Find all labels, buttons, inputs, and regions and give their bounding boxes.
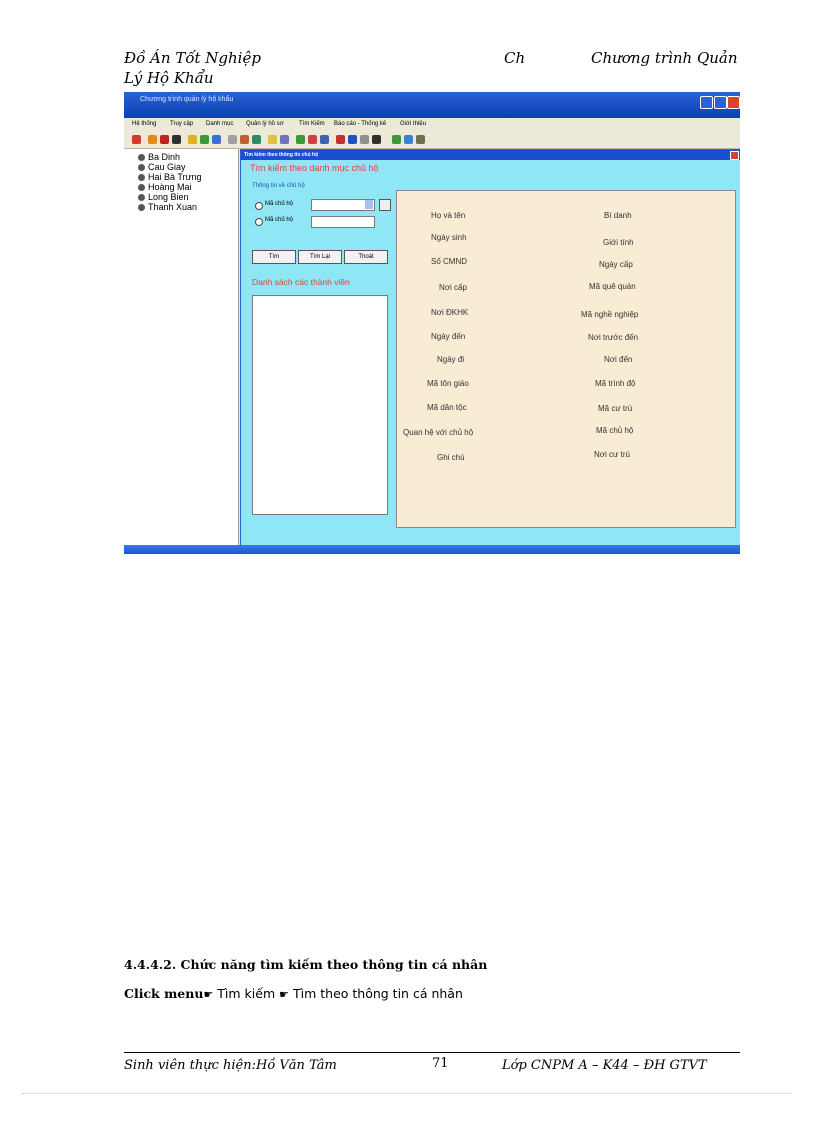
maximize-icon (714, 96, 727, 109)
header-left-line2: Lý Hộ Khẩu (124, 69, 214, 87)
toolbar-icon (320, 135, 329, 144)
menu-item: Truy cập (170, 121, 194, 127)
dropdown-arrow-icon (365, 200, 373, 209)
toolbar-icon (148, 135, 157, 144)
field-label: Mã quê quán (589, 282, 636, 291)
instruction-line (124, 986, 463, 1001)
toolbar-icon (296, 135, 305, 144)
field-label: Quan hệ với chủ hộ (403, 428, 474, 437)
reset-button: Tìm Lại (298, 250, 342, 264)
field-label: Nơi ĐKHK (431, 308, 469, 317)
page-number: 71 (432, 1056, 449, 1071)
field-label: Nơi đến (604, 355, 633, 364)
toolbar-icon (212, 135, 221, 144)
district-tree (124, 149, 239, 545)
toolbar-icon (252, 135, 261, 144)
minimize-icon (700, 96, 713, 109)
toolbar-icon (404, 135, 413, 144)
menu-item: Tìm Kiếm (299, 121, 325, 127)
menu-item: Giới thiệu (400, 121, 426, 127)
dialog-title: Tìm kiếm theo thông tin chủ hộ (244, 152, 319, 158)
field-label: Mã cư trú (598, 404, 633, 413)
step-search: Tìm kiếm (217, 986, 276, 1001)
pointing-hand-icon: ☛ (203, 988, 214, 1001)
pointing-hand-icon: ☛ (279, 988, 289, 1001)
tree-item-label: Cau Giay (148, 162, 186, 172)
taskbar (124, 545, 740, 554)
window-titlebar (124, 92, 740, 118)
node-icon (138, 154, 145, 161)
tree-item (138, 182, 192, 192)
menu-item: Hệ thống (132, 121, 157, 127)
tree-item-label: Long Bien (148, 192, 189, 202)
field-label: Mã nghề nghiệp (581, 310, 639, 319)
toolbar-icon (172, 135, 181, 144)
field-label: Mã tôn giáo (427, 379, 469, 388)
toolbar-icon (228, 135, 237, 144)
field-label: Nơi trước đến (588, 333, 639, 342)
find-button: Tìm (252, 250, 296, 264)
step-search-personal: Tìm theo thông tin cá nhân (292, 986, 463, 1001)
lookup-icon (379, 199, 391, 211)
field-label: Ghi chú (437, 453, 465, 462)
field-label: Ngày đến (431, 332, 466, 341)
members-list (252, 295, 388, 515)
tree-item (138, 202, 197, 212)
field-label: Số CMND (431, 257, 468, 266)
toolbar-icon (360, 135, 369, 144)
dialog-titlebar (241, 150, 740, 160)
toolbar-icon (308, 135, 317, 144)
footer-left: Sinh viên thực hiện:Hồ Văn Tâm (124, 1058, 337, 1073)
node-icon (138, 204, 145, 211)
click-menu-label: Click menu (124, 986, 204, 1001)
toolbar-icon (372, 135, 381, 144)
node-icon (138, 164, 145, 171)
field-label: Họ và tên (431, 211, 466, 220)
tree-item-label: Hai Bà Trưng (148, 172, 202, 182)
toolbar-icon (188, 135, 197, 144)
field-label: Mã trình độ (595, 379, 636, 388)
toolbar-icon (200, 135, 209, 144)
header-left-line1: Đồ Án Tốt Nghiệp (124, 49, 261, 67)
toolbar-icon (160, 135, 169, 144)
field-label: Nơi cư trú (594, 450, 630, 459)
menu-item: Quản lý hồ sơ (246, 121, 284, 127)
window-title: Chương trình quản lý hộ khẩu (140, 96, 234, 103)
details-panel (396, 190, 736, 528)
footer-right: Lớp CNPM A – K44 – ĐH GTVT (502, 1058, 707, 1073)
exit-button: Thoát (344, 250, 388, 264)
toolbar-icon (392, 135, 401, 144)
radio-ma-chu-ho-2 (255, 218, 263, 226)
field-label: Ngày sinh (431, 233, 467, 242)
toolbar-icon (280, 135, 289, 144)
tree-item (138, 192, 189, 202)
node-icon (138, 194, 145, 201)
search-dialog (240, 149, 740, 547)
footer-rule (124, 1052, 740, 1053)
node-icon (138, 174, 145, 181)
tree-item-label: Hoàng Mai (148, 182, 192, 192)
node-icon (138, 184, 145, 191)
field-label: Ngày cấp (599, 260, 633, 269)
members-label: Danh sách các thành viên (252, 277, 350, 287)
dialog-heading: Tìm kiếm theo danh mục chủ hộ (250, 163, 379, 173)
tree-item (138, 172, 202, 182)
field-label: Bí danh (604, 211, 632, 220)
radio-label: Mã chủ hộ (265, 201, 294, 207)
toolbar (124, 132, 740, 149)
field-label: Ngày đi (437, 355, 465, 364)
page-bottom-border (22, 1093, 792, 1094)
tree-item (138, 162, 186, 172)
toolbar-icon (336, 135, 345, 144)
toolbar-icon (348, 135, 357, 144)
field-label: Mã dân tộc (427, 403, 467, 412)
menu-bar (124, 118, 740, 132)
menu-item: Danh mục (206, 121, 234, 127)
dialog-close-icon (730, 151, 739, 160)
tree-item (138, 152, 180, 162)
radio-ma-chu-ho-1 (255, 202, 263, 210)
toolbar-icon (132, 135, 141, 144)
toolbar-icon (268, 135, 277, 144)
toolbar-icon (416, 135, 425, 144)
field-label: Mã chủ hộ (596, 426, 634, 435)
radio-label: Mã chủ hộ (265, 217, 294, 223)
header-right: Chương trình Quản (591, 49, 738, 67)
section-heading: 4.4.4.2. Chức năng tìm kiếm theo thông tin cá nhân (124, 957, 488, 972)
toolbar-icon (240, 135, 249, 144)
close-icon (727, 96, 740, 109)
field-label: Nơi cấp (439, 283, 467, 292)
group-label: Thông tin về chủ hộ (252, 183, 305, 189)
app-screenshot (124, 92, 740, 554)
field-label: Giới tính (603, 238, 634, 247)
tree-item-label: Ba Dinh (148, 152, 181, 162)
tree-item-label: Thanh Xuan (148, 202, 198, 212)
ma-chu-ho-input (311, 216, 375, 228)
header-middle: Ch (504, 49, 526, 67)
menu-item: Báo cáo - Thống kê (334, 121, 387, 127)
